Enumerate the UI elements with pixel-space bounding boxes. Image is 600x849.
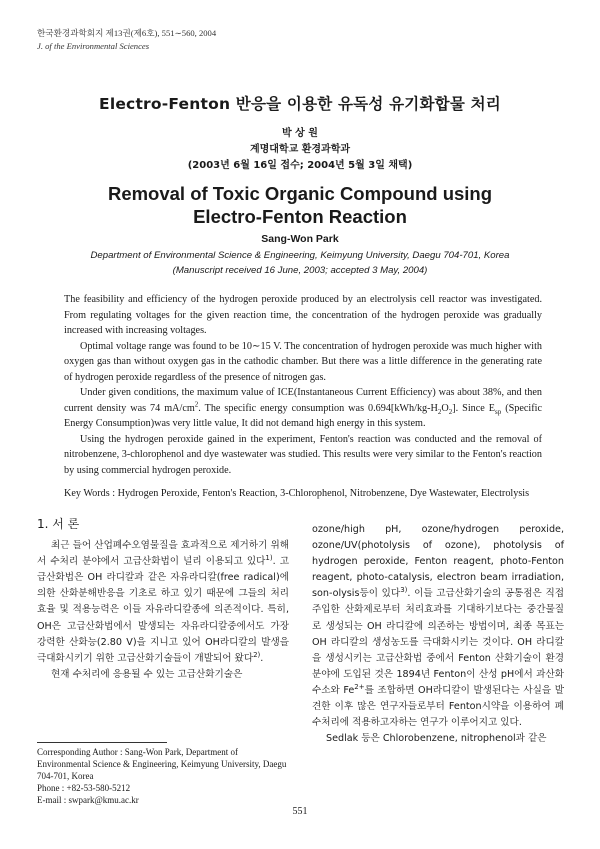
english-title-line2: Electro-Fenton Reaction — [193, 206, 407, 227]
journal-header-en: J. of the Environmental Sciences — [37, 41, 150, 51]
intro-paragraph-3: Sedlak 등은 Chlorobenzene, nitrophenol과 같은 — [326, 733, 547, 745]
abstract — [64, 292, 542, 478]
intro-paragraph-1: 최근 들어 산업폐수오염물질을 효과적으로 제거하기 위해서 수처리 분야에서 고급산화법이 널리 이용되고 있다$^{1)}$. 고급산화법은 OH 라디칼과 같은 자유라디칼(free radical)에 의한 산화분해반응을 기초로 하고 있기 때문에 그들의 처리효율 및 적용능력은 이들 자유라디칼종에 의존적이다. 특히, OH은 고급산화법에서 발생되는 자유라디칼중에서도 가장 강력한 산화능(2.80 V)을 지니고 있어 OH라디칼의 발생을 극대화시키기 위한 고급산화기술들이 개발되어 왔다$^{2)}$. — [37, 540, 289, 664]
korean-author: 박 상 원 — [282, 128, 318, 139]
journal-header-ko: 한국환경과학회지 제13권(제6호), 551∼560, 2004 — [37, 28, 217, 38]
abstract-paragraph-2: Optimal voltage range was found to be 10∼15 V. The concentration of hydrogen peroxide was much higher with oxygen gas than without oxygen gas in the cathodic chamber. But there was a little difference in the generating rate of hydrogen peroxide regardless of the presence of nitrogen gas. — [64, 340, 542, 383]
section-heading: 1. 서 론 — [37, 517, 80, 531]
korean-title: Electro-Fenton 반응을 이용한 유독성 유기화합물 처리 — [99, 95, 501, 113]
left-column — [37, 516, 289, 683]
korean-dates: (2003년 6월 16일 접수; 2004년 5월 3일 채택) — [187, 160, 413, 171]
abstract-paragraph-3: Under given conditions, the maximum value of ICE(Instantaneous Current Efficiency) was about 38%, and then current density was 74 $mA/cm^2$. The specific energy consumption was $0.694[kWh/kg-H_2O_2]$. Since $E_{sp}$ (Specific Energy Consumption)was very little value, It did not demand high energy in this system. — [64, 387, 542, 429]
keywords: Key Words : Hydrogen Peroxide, Fenton's Reaction, 3-Chlorophenol, Nitrobenzene, Dye Wastewater, Electrolysis — [64, 488, 530, 499]
footnote-email: E-mail : swpark@kmu.ac.kr — [37, 795, 139, 805]
footnote-divider — [37, 742, 167, 743]
corresponding-author-footnote — [37, 746, 289, 806]
intro-paragraph-continued: ozone/high pH, ozone/hydrogen peroxide, ozone/UV(photolysis of ozone), photolysis of hydrogen peroxide, Fenton reagent, photo-Fenton reagent, photo-catalysis, electron beam irradiation, son-olysis등이 있다$^{3)}$. 이들 고급산화기술의 공통점은 직접 주입한 산화제로부터 처리효과를 기대하기보다는 중간물질로 생성되는 OH 라디칼에 의존하는 방법이며, 최종 목표는 OH 라디칼의 생성농도를 극대화시키는 것이다. OH 라디칼을 생성시키는 고급산화법 중에서 Fenton 산화기술이 환경 분야에 도입된 것은 1894년 Fenton이 산성 pH에서 과산화수소와 $Fe^{2+}$를 조합하면 OH라디칼이 발생된다는 사실을 발견한 이후 많은 연구자들로부터 Fenton시약을 이용하여 폐수처리에 적용하고자하는 연구가 이루어지고 있다. — [312, 524, 564, 729]
manuscript-dates: (Manuscript received 16 June, 2003; accepted 3 May, 2004) — [172, 265, 428, 276]
abstract-paragraph-4: Using the hydrogen peroxide gained in the experiment, Fenton's reaction was conducted and the removal of nitrobenzene, 3-chlorophenol and dye wastewater was studied. This results were very similar to the Fenton's reaction by using commercial hydrogen peroxide. — [64, 433, 542, 476]
footnote-phone: Phone : +82-53-580-5212 — [37, 783, 131, 793]
page-number: 551 — [292, 806, 308, 817]
english-title-line1: Removal of Toxic Organic Compound using — [107, 183, 493, 204]
english-title — [0, 182, 600, 228]
english-author: Sang-Won Park — [261, 233, 339, 245]
footnote-author: Corresponding Author : Sang-Won Park, Department of Environmental Science & Engineering, Keimyung University, Daegu 704-701, Korea — [37, 747, 287, 781]
korean-affiliation: 계명대학교 환경과학과 — [249, 144, 351, 155]
intro-paragraph-2: 현재 수처리에 응용될 수 있는 고급산화기술은 — [51, 668, 243, 680]
right-column — [312, 522, 564, 747]
english-affiliation: Department of Environmental Science & Engineering, Keimyung University, Daegu 704-701, Korea — [90, 250, 510, 261]
abstract-paragraph-1: The feasibility and efficiency of the hydrogen peroxide produced by an electrolysis cell reactor was investigated. From regulating voltages for the given reaction time, the concentration of the hydrogen peroxide was gradually increased with increasing voltages. — [64, 294, 542, 336]
